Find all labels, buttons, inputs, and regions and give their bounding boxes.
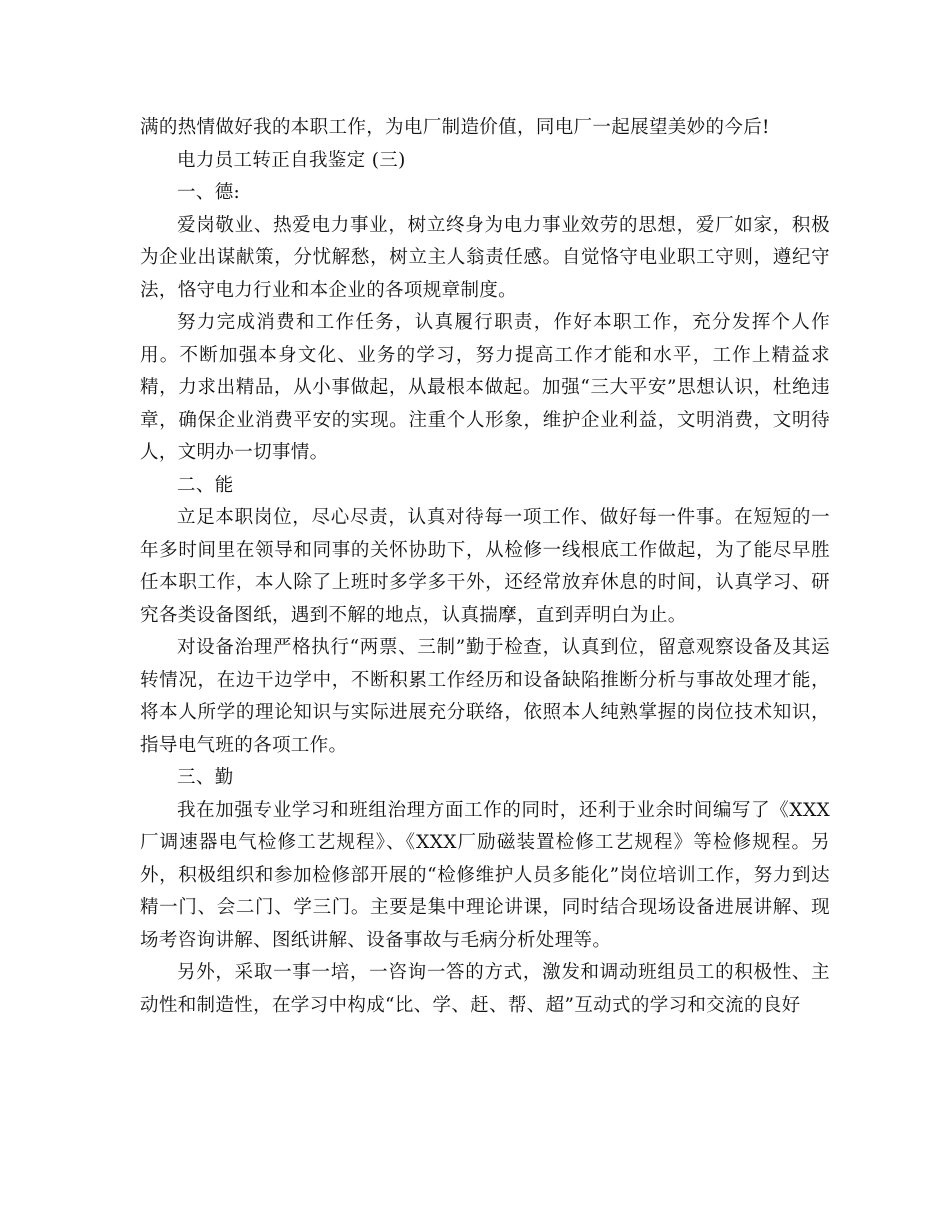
- section-title: 电力员工转正自我鉴定 (三): [177, 149, 406, 171]
- paragraph-neng-2: 对设备治理严格执行“两票、三制”勤于检查，认真到位，留意观察设备及其运转情况，在边干边学中，不断积累工作经历和设备缺陷推断分析与事故处理才能，将本人所学的理论知识与实际进展充分联络，依照本人纯熟掌握的岗位技术知识，指导电气班的各项工作。: [140, 637, 830, 756]
- paragraph-qin-2: 另外，采取一事一培，一咨询一答的方式，激发和调动班组员工的积极性、主动性和制造性，在学习中构成“比、学、赶、帮、超”互动式的学习和交流的良好: [140, 962, 830, 1016]
- heading-qin: 三、勤: [177, 767, 234, 788]
- paragraph-de-1: 爱岗敬业、热爱电力事业，树立终身为电力事业效劳的思想，爱厂如家，积极为企业出谋献策，分忧解愁，树立主人翁责任感。自觉恪守电业职工守则，遵纪守法，恪守电力行业和本企业的各项规章制度。: [140, 214, 830, 301]
- paragraph-de-2: 努力完成消费和工作任务，认真履行职责，作好本职工作，充分发挥个人作用。不断加强本身文化、业务的学习，努力提高工作才能和水平，工作上精益求精，力求出精品，从小事做起，从最根本做起。加强“三大平安”思想认识，杜绝违章，确保企业消费平安的实现。注重个人形象，维护企业利益，文明消费，文明待人，文明办一切事情。: [140, 312, 830, 463]
- heading-de: 一、德:: [177, 182, 241, 203]
- heading-neng: 二、能: [177, 474, 234, 496]
- paragraph-neng-1: 立足本职岗位，尽心尽责，认真对待每一项工作、做好每一件事。在短短的一年多时间里在领导和同事的关怀协助下，从检修一线根底工作做起，为了能尽早胜任本职工作，本人除了上班时多学多干外，还经常放弃休息的时间，认真学习、研究各类设备图纸，遇到不解的地点，认真揣摩，直到弄明白为止。: [140, 507, 830, 626]
- paragraph-continuation: 满的热情做好我的本职工作，为电厂制造价值，同电厂一起展望美妙的今后!: [140, 117, 770, 138]
- paragraph-qin-1: 我在加强专业学习和班组治理方面工作的同时，还利于业余时间编写了《XXX厂调速器电气检修工艺规程》、《XXX厂励磁装置检修工艺规程》等检修规程。另外，积极组织和参加检修部开展的“检修维护人员多能化”岗位培训工作，努力到达精一门、会二门、学三门。主要是集中理论讲课，同时结合现场设备进展讲解、现场考咨询讲解、图纸讲解、设备事故与毛病分析处理等。: [140, 799, 830, 951]
